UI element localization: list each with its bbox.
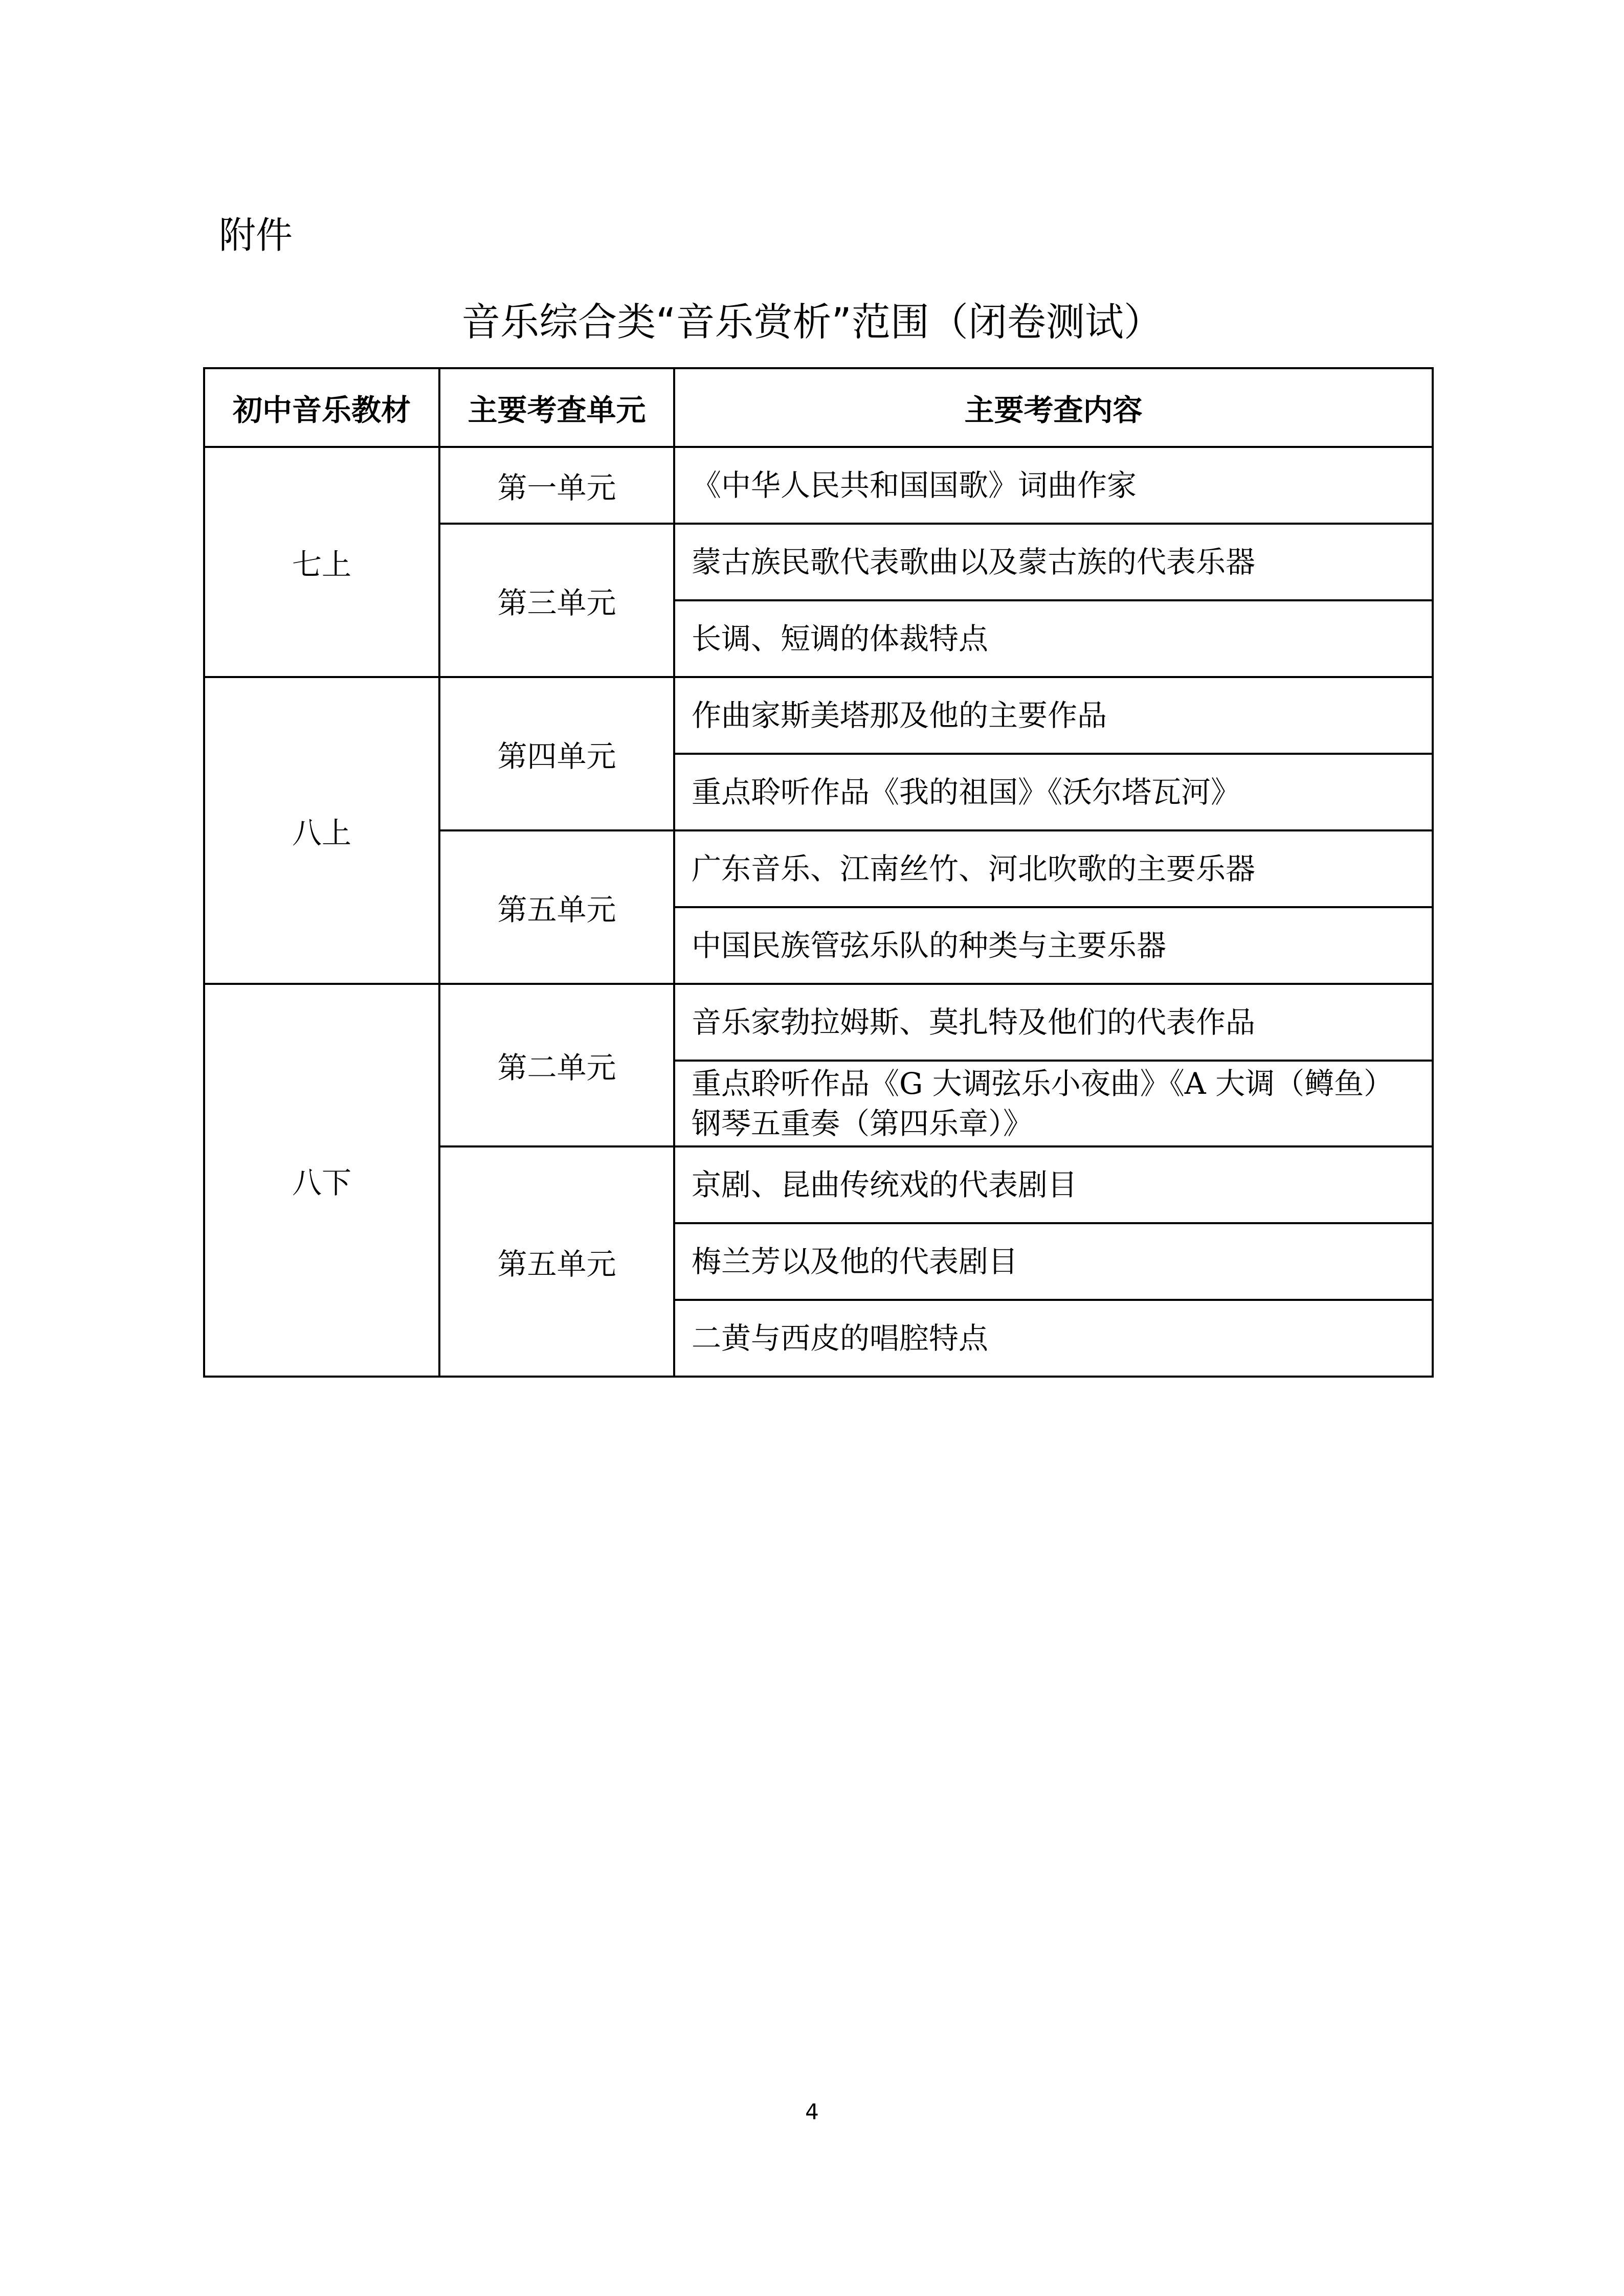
header-content: 主要考查内容 (674, 368, 1433, 447)
content-cell: 《中华人民共和国国歌》词曲作家 (674, 447, 1433, 524)
header-textbook: 初中音乐教材 (204, 368, 439, 447)
content-cell: 广东音乐、江南丝竹、河北吹歌的主要乐器 (674, 830, 1433, 907)
grade-cell: 八上 (204, 677, 439, 984)
page-number: 4 (805, 2099, 819, 2124)
content-cell: 重点聆听作品《我的祖国》《沃尔塔瓦河》 (674, 754, 1433, 830)
unit-cell: 第五单元 (439, 1146, 674, 1377)
content-cell: 梅兰芳以及他的代表剧目 (674, 1223, 1433, 1300)
table-header-row (204, 368, 1433, 447)
unit-cell: 第三单元 (439, 524, 674, 677)
grade-cell: 七上 (204, 447, 439, 677)
content-cell: 音乐家勃拉姆斯、莫扎特及他们的代表作品 (674, 984, 1433, 1061)
content-cell: 重点聆听作品《G 大调弦乐小夜曲》《A 大调（鳟鱼）钢琴五重奏（第四乐章）》 (674, 1061, 1433, 1146)
unit-cell: 第五单元 (439, 830, 674, 984)
content-cell: 二黄与西皮的唱腔特点 (674, 1300, 1433, 1377)
unit-cell: 第四单元 (439, 677, 674, 830)
content-cell: 作曲家斯美塔那及他的主要作品 (674, 677, 1433, 754)
content-cell: 中国民族管弦乐队的种类与主要乐器 (674, 907, 1433, 984)
unit-cell: 第二单元 (439, 984, 674, 1146)
table-row (204, 984, 1433, 1061)
header-unit: 主要考查单元 (439, 368, 674, 447)
scope-table (203, 367, 1434, 1378)
content-cell: 长调、短调的体裁特点 (674, 600, 1433, 677)
attachment-label: 附件 (219, 214, 293, 257)
unit-cell: 第一单元 (439, 447, 674, 524)
grade-cell: 八下 (204, 984, 439, 1377)
table-row (204, 677, 1433, 754)
document-title: 音乐综合类“音乐赏析”范围（闭卷测试） (461, 299, 1163, 345)
content-cell: 蒙古族民歌代表歌曲以及蒙古族的代表乐器 (674, 524, 1433, 600)
table-row (204, 447, 1433, 524)
content-cell: 京剧、昆曲传统戏的代表剧目 (674, 1146, 1433, 1223)
